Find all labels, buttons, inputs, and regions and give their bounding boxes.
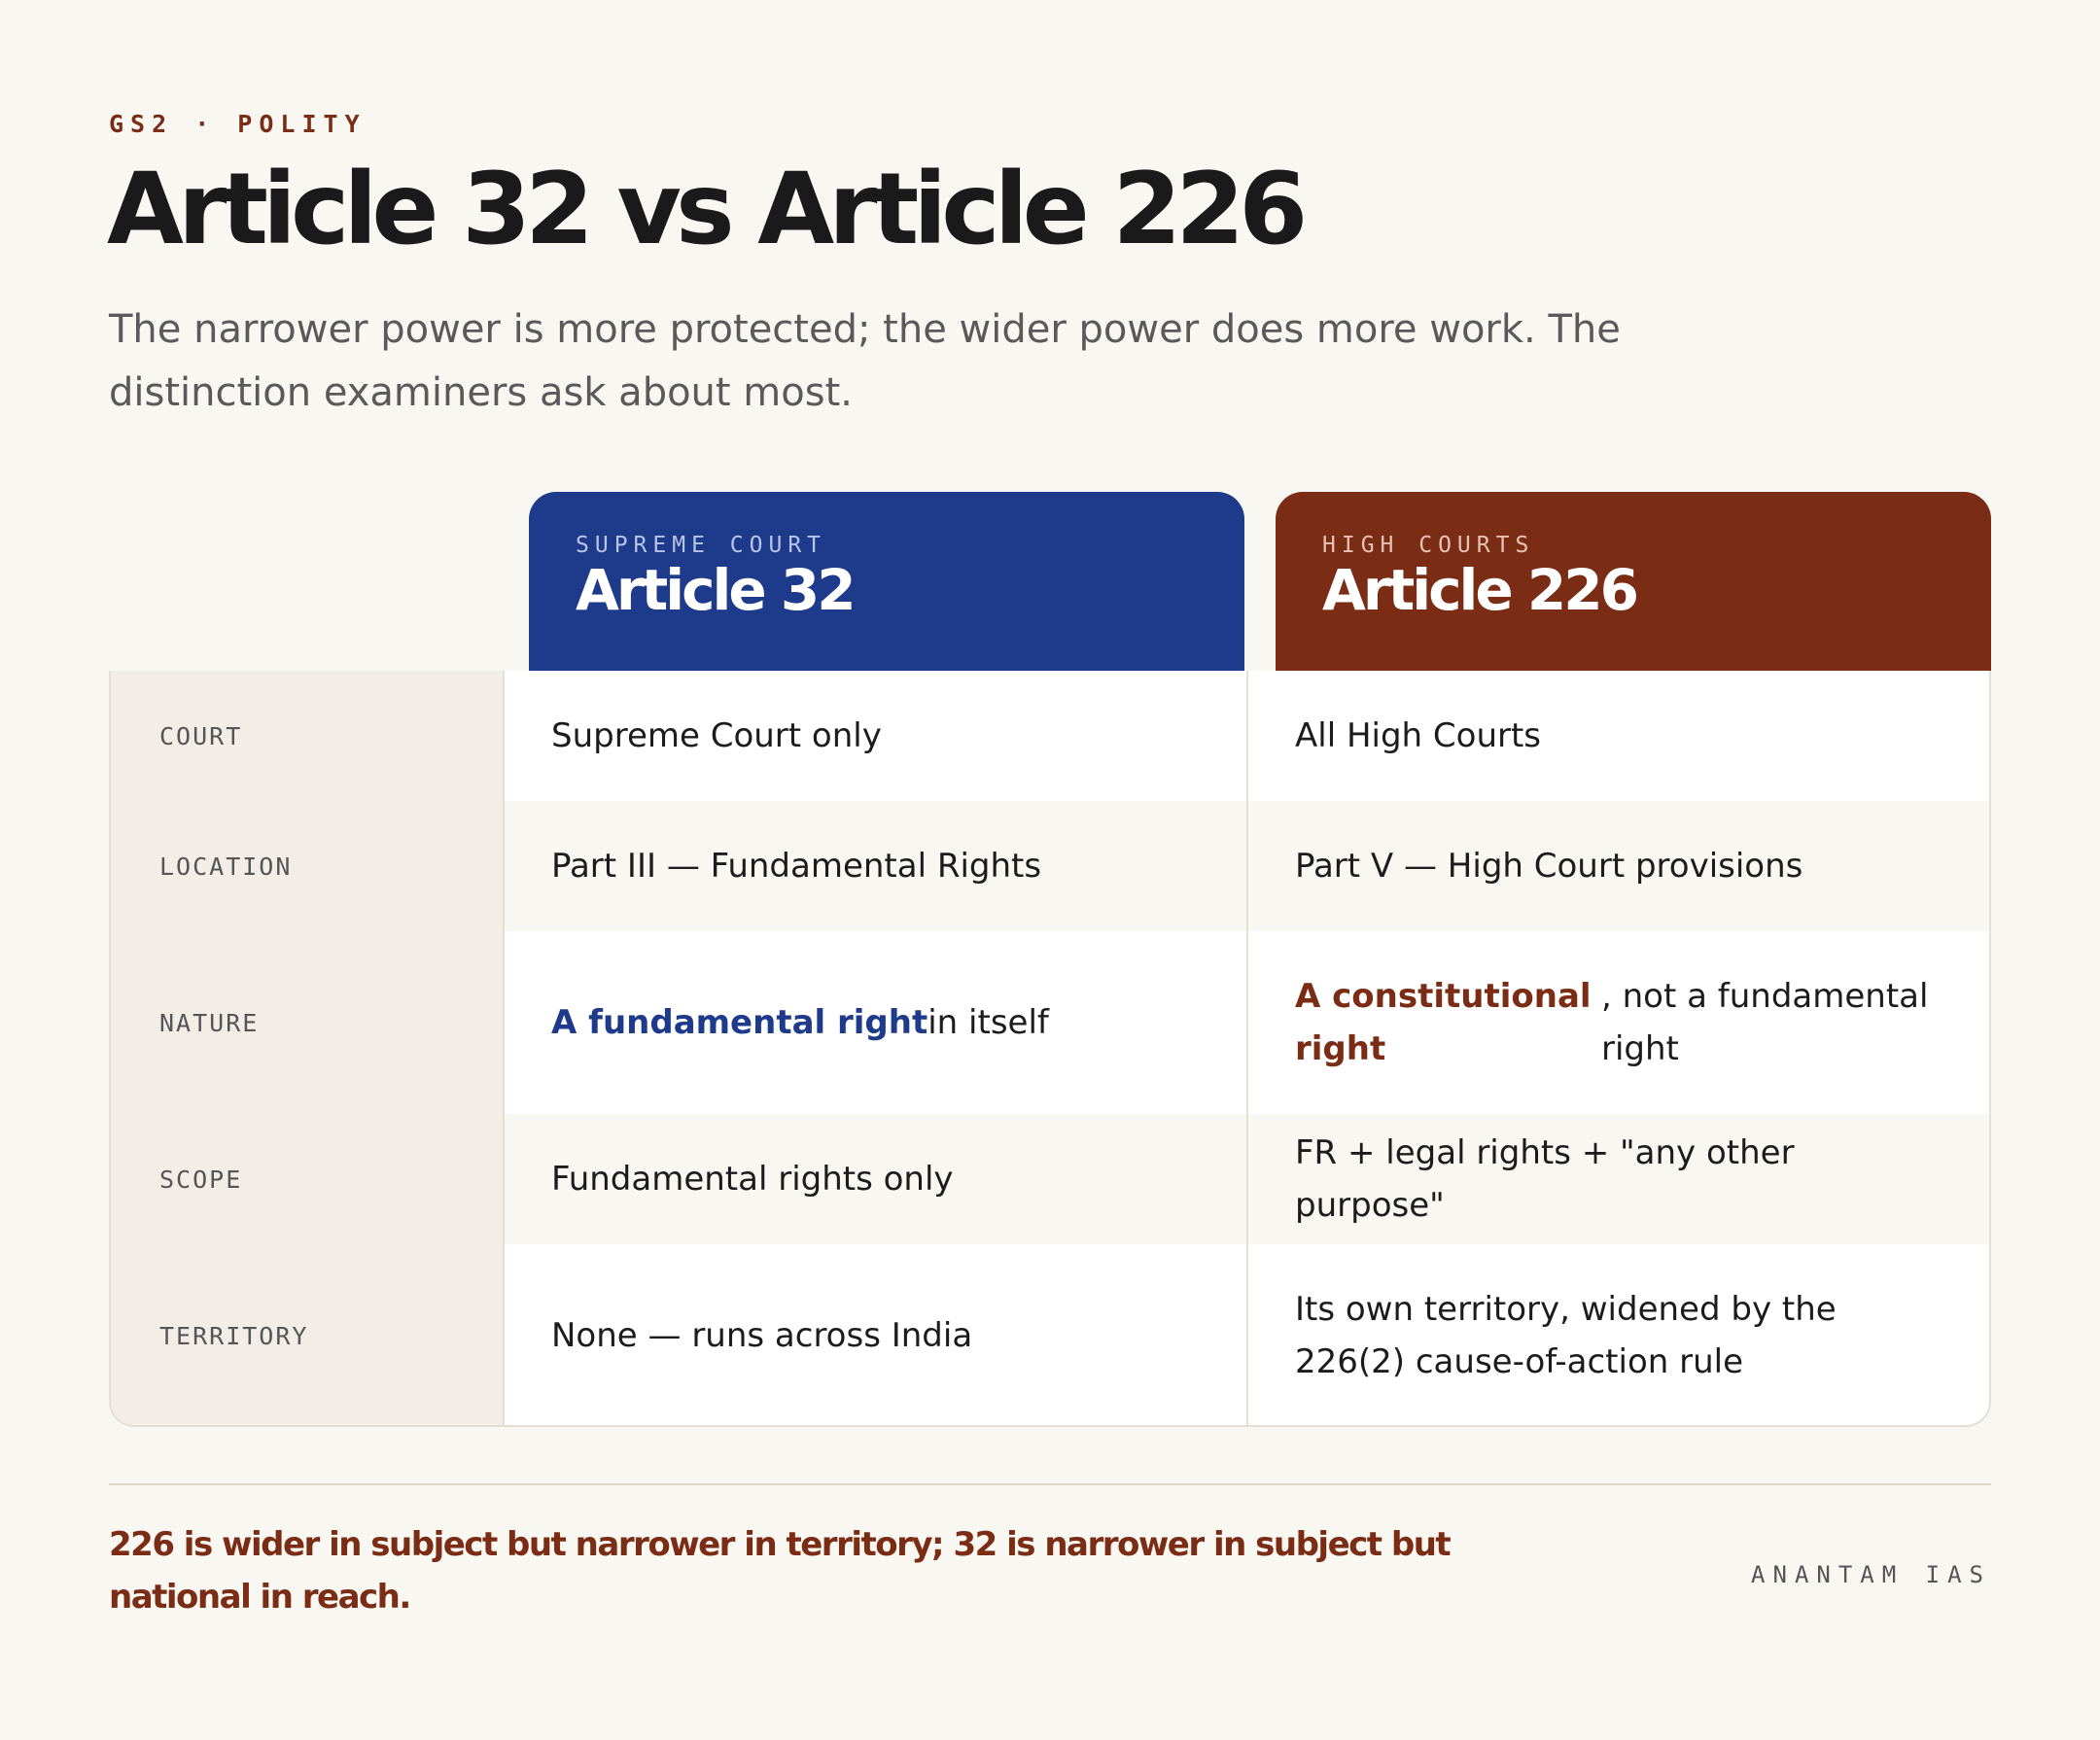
cell-article-226: FR + legal rights + "any other purpose" xyxy=(1248,1114,1991,1244)
column-header-article-226 xyxy=(1276,492,1991,671)
row-label: NATURE xyxy=(159,1008,260,1037)
footer-divider xyxy=(109,1483,1991,1485)
cell-article-226: All High Courts xyxy=(1295,716,1542,755)
cell-article-226: Part V — High Court provisions xyxy=(1248,801,1991,931)
column-court-label: HIGH COURTS xyxy=(1322,533,1535,558)
page-title: Article 32 vs Article 226 xyxy=(107,152,1303,267)
table-row-court xyxy=(111,671,1991,801)
row-label: LOCATION xyxy=(159,852,293,881)
row-label: COURT xyxy=(159,721,243,750)
table-row-nature xyxy=(111,931,1991,1114)
table-row-territory xyxy=(111,1244,1991,1427)
cell-article-32: None — runs across India xyxy=(551,1316,973,1355)
cell-article-32: Supreme Court only xyxy=(551,716,882,755)
section-kicker: GS2 · POLITY xyxy=(109,110,367,138)
emphasis-text: A constitutional right xyxy=(1295,977,1592,1068)
cell-article-226 xyxy=(1248,931,1991,1114)
emphasis-text: A fundamental right xyxy=(551,1003,928,1042)
cell-text: , not a fundamental right xyxy=(1601,977,1929,1068)
key-takeaway: 226 is wider in subject but narrower in territory; 32 is narrower in subject but national in reach. xyxy=(109,1525,1451,1617)
row-label: TERRITORY xyxy=(159,1321,309,1350)
cell-article-226: Its own territory, widened by the 226(2) cause-of-action rule xyxy=(1295,1290,1837,1381)
row-label: SCOPE xyxy=(159,1165,243,1194)
column-header-article-32 xyxy=(529,492,1244,671)
column-court-label: SUPREME COURT xyxy=(576,533,827,558)
page-subtitle: The narrower power is more protected; the wider power does more work. The distinction examiners ask about most. xyxy=(109,307,1621,415)
table-row-location xyxy=(111,801,1991,931)
column-article-title: Article 226 xyxy=(1322,557,1636,623)
comparison-table xyxy=(109,671,1991,1427)
brand-name: ANANTAM IAS xyxy=(1751,1561,1991,1588)
cell-article-32: Part III — Fundamental Rights xyxy=(505,801,1246,931)
column-article-title: Article 32 xyxy=(576,557,854,623)
table-row-scope xyxy=(111,1114,1991,1244)
cell-article-32 xyxy=(505,931,1246,1114)
cell-text: in itself xyxy=(928,1003,1049,1042)
cell-article-32: Fundamental rights only xyxy=(505,1114,1246,1244)
